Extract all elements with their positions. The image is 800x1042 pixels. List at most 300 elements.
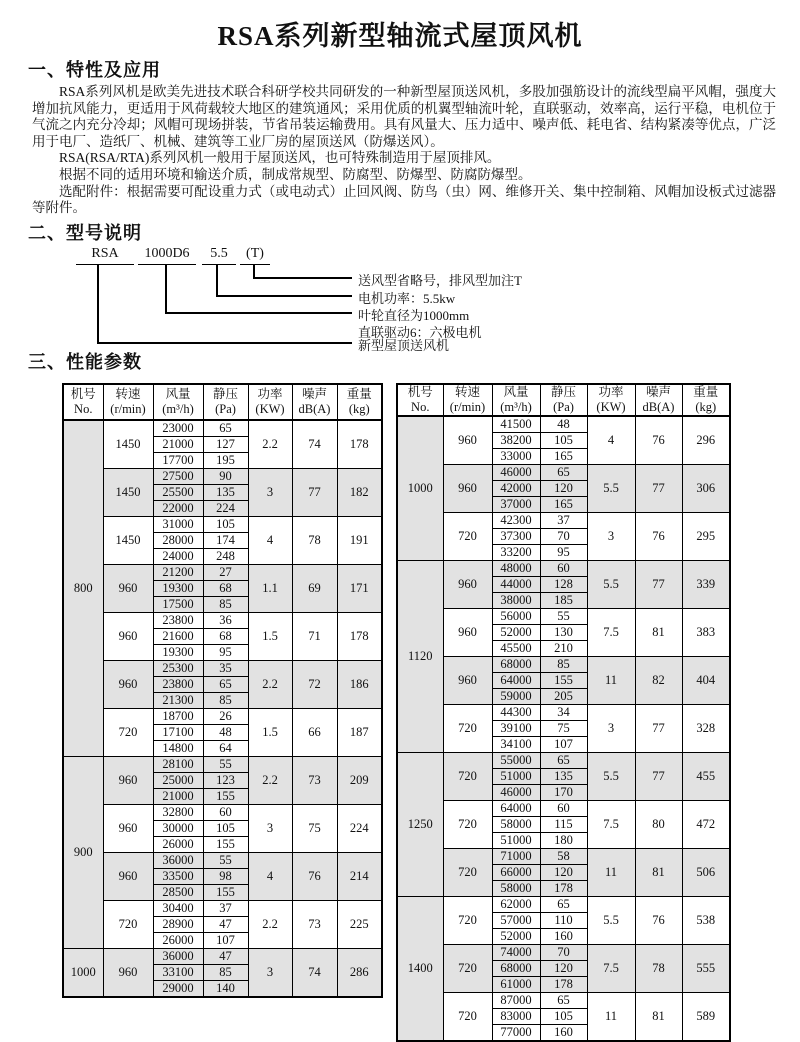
airflow-cell: 17700: [153, 453, 203, 469]
airflow-cell: 56000: [492, 609, 540, 625]
airflow-cell: 17100: [153, 725, 203, 741]
diagram-line: [97, 264, 99, 343]
airflow-cell: 44000: [492, 577, 540, 593]
diagram-line: [253, 277, 352, 279]
page-title: RSA系列新型轴流式屋顶风机: [217, 21, 583, 51]
table-row: [397, 705, 730, 721]
airflow-cell: 55000: [492, 753, 540, 769]
airflow-cell: 33100: [153, 965, 203, 981]
airflow-cell: 39100: [492, 721, 540, 737]
power-cell: 5.5: [587, 561, 635, 609]
weight-cell: 555: [682, 945, 730, 993]
feature-paragraph: 根据不同的适用环境和输送介质，制成常规型、防腐型、防爆型、防腐防爆型。: [59, 166, 532, 182]
column-header: 静压 (Pa): [203, 384, 248, 420]
column-header: 静压 (Pa): [540, 384, 587, 416]
noise-cell: 71: [292, 613, 337, 661]
speed-cell: 1450: [103, 469, 153, 517]
pressure-cell: 85: [203, 965, 248, 981]
noise-cell: 77: [635, 705, 682, 753]
table-row: [63, 805, 382, 821]
power-cell: 2.2: [248, 420, 292, 469]
pressure-cell: 185: [540, 593, 587, 609]
speed-cell: 720: [443, 897, 492, 945]
weight-cell: 186: [337, 661, 382, 709]
airflow-cell: 83000: [492, 1009, 540, 1025]
pressure-cell: 178: [540, 977, 587, 993]
features-paragraphs: [32, 84, 776, 217]
pressure-cell: 210: [540, 641, 587, 657]
power-cell: 1.5: [248, 709, 292, 757]
table-row: [397, 561, 730, 577]
table-row: [63, 420, 382, 437]
weight-cell: 209: [337, 757, 382, 805]
airflow-cell: 26000: [153, 933, 203, 949]
pressure-cell: 68: [203, 629, 248, 645]
table-row: [397, 801, 730, 817]
power-cell: 4: [248, 853, 292, 901]
pressure-cell: 47: [203, 917, 248, 933]
column-header: 转速 (r/min): [443, 384, 492, 416]
column-header: 噪声 dB(A): [292, 384, 337, 420]
power-cell: 4: [248, 517, 292, 565]
airflow-cell: 18700: [153, 709, 203, 725]
pressure-cell: 155: [203, 885, 248, 901]
model-no-cell: 1000: [63, 949, 103, 998]
pressure-cell: 130: [540, 625, 587, 641]
model-no-cell: 1400: [397, 897, 443, 1042]
airflow-cell: 52000: [492, 625, 540, 641]
model-no-cell: 1000: [397, 416, 443, 561]
speed-cell: 720: [103, 709, 153, 757]
airflow-cell: 38000: [492, 593, 540, 609]
power-cell: 2.2: [248, 901, 292, 949]
diagram-line: [165, 264, 167, 312]
speed-cell: 960: [103, 805, 153, 853]
pressure-cell: 120: [540, 481, 587, 497]
performance-table-left: [62, 383, 383, 998]
noise-cell: 78: [635, 945, 682, 993]
pressure-cell: 165: [540, 497, 587, 513]
pressure-cell: 90: [203, 469, 248, 485]
speed-cell: 960: [443, 416, 492, 465]
table-row: [397, 609, 730, 625]
airflow-cell: 28900: [153, 917, 203, 933]
table-row: [63, 901, 382, 917]
airflow-cell: 27500: [153, 469, 203, 485]
airflow-cell: 28500: [153, 885, 203, 901]
airflow-cell: 37300: [492, 529, 540, 545]
pressure-cell: 135: [203, 485, 248, 501]
airflow-cell: 21600: [153, 629, 203, 645]
pressure-cell: 155: [203, 789, 248, 805]
airflow-cell: 33500: [153, 869, 203, 885]
pressure-cell: 48: [203, 725, 248, 741]
pressure-cell: 36: [203, 613, 248, 629]
power-cell: 2.2: [248, 757, 292, 805]
pressure-cell: 98: [203, 869, 248, 885]
pressure-cell: 155: [540, 673, 587, 689]
pressure-cell: 248: [203, 549, 248, 565]
airflow-cell: 30000: [153, 821, 203, 837]
pressure-cell: 35: [203, 661, 248, 677]
speed-cell: 720: [443, 513, 492, 561]
airflow-cell: 23800: [153, 613, 203, 629]
airflow-cell: 21000: [153, 437, 203, 453]
table-row: [397, 657, 730, 673]
power-cell: 5.5: [587, 465, 635, 513]
airflow-cell: 64000: [492, 673, 540, 689]
pressure-cell: 65: [540, 993, 587, 1009]
weight-cell: 182: [337, 469, 382, 517]
airflow-cell: 25500: [153, 485, 203, 501]
weight-cell: 296: [682, 416, 730, 465]
pressure-cell: 26: [203, 709, 248, 725]
airflow-cell: 19300: [153, 645, 203, 661]
pressure-cell: 120: [540, 961, 587, 977]
weight-cell: 506: [682, 849, 730, 897]
airflow-cell: 42300: [492, 513, 540, 529]
pressure-cell: 95: [203, 645, 248, 661]
noise-cell: 81: [635, 609, 682, 657]
airflow-cell: 23800: [153, 677, 203, 693]
noise-cell: 77: [635, 561, 682, 609]
table-row: [397, 465, 730, 481]
speed-cell: 720: [443, 945, 492, 993]
speed-cell: 720: [443, 753, 492, 801]
model-no-cell: 1120: [397, 561, 443, 753]
model-code-label: 新型屋顶送风机: [358, 338, 450, 353]
airflow-cell: 36000: [153, 853, 203, 869]
speed-cell: 960: [103, 613, 153, 661]
pressure-cell: 205: [540, 689, 587, 705]
pressure-cell: 60: [540, 801, 587, 817]
weight-cell: 171: [337, 565, 382, 613]
pressure-cell: 68: [203, 581, 248, 597]
airflow-cell: 51000: [492, 833, 540, 849]
noise-cell: 74: [292, 420, 337, 469]
pressure-cell: 55: [203, 757, 248, 773]
pressure-cell: 180: [540, 833, 587, 849]
noise-cell: 76: [635, 897, 682, 945]
pressure-cell: 34: [540, 705, 587, 721]
model-code-label: 叶轮直径为1000mm: [358, 308, 470, 323]
airflow-cell: 58000: [492, 881, 540, 897]
speed-cell: 960: [443, 465, 492, 513]
pressure-cell: 170: [540, 785, 587, 801]
airflow-cell: 52000: [492, 929, 540, 945]
noise-cell: 73: [292, 901, 337, 949]
pressure-cell: 60: [540, 561, 587, 577]
speed-cell: 960: [443, 561, 492, 609]
pressure-cell: 110: [540, 913, 587, 929]
weight-cell: 295: [682, 513, 730, 561]
noise-cell: 69: [292, 565, 337, 613]
feature-paragraph: RSA(RSA/RTA)系列风机一般用于屋顶送风，也可特殊制造用于屋顶排风。: [59, 150, 501, 166]
airflow-cell: 48000: [492, 561, 540, 577]
pressure-cell: 64: [203, 741, 248, 757]
table-row: [397, 993, 730, 1009]
pressure-cell: 85: [203, 693, 248, 709]
speed-cell: 1450: [103, 517, 153, 565]
airflow-cell: 34100: [492, 737, 540, 753]
airflow-cell: 68000: [492, 961, 540, 977]
pressure-cell: 160: [540, 929, 587, 945]
diagram-line: [253, 264, 255, 277]
pressure-cell: 120: [540, 865, 587, 881]
power-cell: 4: [587, 416, 635, 465]
airflow-cell: 68000: [492, 657, 540, 673]
airflow-cell: 22000: [153, 501, 203, 517]
table-row: [63, 565, 382, 581]
pressure-cell: 165: [540, 449, 587, 465]
power-cell: 3: [248, 949, 292, 998]
power-cell: 3: [248, 805, 292, 853]
diagram-line: [97, 342, 352, 344]
pressure-cell: 70: [540, 529, 587, 545]
airflow-cell: 31000: [153, 517, 203, 533]
airflow-cell: 21000: [153, 789, 203, 805]
weight-cell: 286: [337, 949, 382, 998]
pressure-cell: 107: [540, 737, 587, 753]
noise-cell: 66: [292, 709, 337, 757]
pressure-cell: 65: [203, 677, 248, 693]
pressure-cell: 27: [203, 565, 248, 581]
speed-cell: 720: [443, 849, 492, 897]
pressure-cell: 65: [203, 420, 248, 437]
noise-cell: 82: [635, 657, 682, 705]
airflow-cell: 38200: [492, 433, 540, 449]
power-cell: 2.2: [248, 661, 292, 709]
column-header: 重量 (kg): [337, 384, 382, 420]
column-header: 功率 (KW): [248, 384, 292, 420]
pressure-cell: 75: [540, 721, 587, 737]
noise-cell: 77: [635, 753, 682, 801]
pressure-cell: 105: [203, 821, 248, 837]
model-code-segment: RSA: [76, 246, 134, 265]
weight-cell: 225: [337, 901, 382, 949]
airflow-cell: 28100: [153, 757, 203, 773]
airflow-cell: 46000: [492, 785, 540, 801]
airflow-cell: 33200: [492, 545, 540, 561]
pressure-cell: 95: [540, 545, 587, 561]
model-code-segment: 1000D6: [138, 246, 196, 265]
section-heading-performance: 三、性能参数: [28, 352, 142, 372]
noise-cell: 80: [635, 801, 682, 849]
speed-cell: 720: [443, 801, 492, 849]
airflow-cell: 74000: [492, 945, 540, 961]
pressure-cell: 65: [540, 897, 587, 913]
noise-cell: 76: [292, 853, 337, 901]
model-no-cell: 800: [63, 420, 103, 757]
pressure-cell: 55: [203, 853, 248, 869]
table-row: [63, 469, 382, 485]
model-code-label: 直联驱动6：六极电机: [358, 325, 482, 340]
pressure-cell: 60: [203, 805, 248, 821]
table-row: [397, 849, 730, 865]
section-heading-model: 二、型号说明: [28, 223, 142, 243]
column-header: 功率 (KW): [587, 384, 635, 416]
speed-cell: 720: [443, 993, 492, 1042]
airflow-cell: 64000: [492, 801, 540, 817]
airflow-cell: 32800: [153, 805, 203, 821]
noise-cell: 72: [292, 661, 337, 709]
model-no-cell: 900: [63, 757, 103, 949]
pressure-cell: 37: [540, 513, 587, 529]
airflow-cell: 29000: [153, 981, 203, 998]
airflow-cell: 87000: [492, 993, 540, 1009]
diagram-line: [216, 264, 218, 295]
pressure-cell: 37: [203, 901, 248, 917]
airflow-cell: 26000: [153, 837, 203, 853]
pressure-cell: 160: [540, 1025, 587, 1042]
airflow-cell: 21300: [153, 693, 203, 709]
airflow-cell: 36000: [153, 949, 203, 965]
airflow-cell: 58000: [492, 817, 540, 833]
noise-cell: 78: [292, 517, 337, 565]
column-header: 风量 (m³/h): [153, 384, 203, 420]
table-row: [63, 709, 382, 725]
model-code-label: 送风型省略号，排风型加注T: [358, 273, 522, 288]
airflow-cell: 28000: [153, 533, 203, 549]
pressure-cell: 140: [203, 981, 248, 998]
diagram-line: [216, 295, 352, 297]
power-cell: 11: [587, 849, 635, 897]
model-code-segment: 5.5: [202, 246, 236, 265]
pressure-cell: 135: [540, 769, 587, 785]
pressure-cell: 55: [540, 609, 587, 625]
table-row: [397, 945, 730, 961]
pressure-cell: 65: [540, 465, 587, 481]
power-cell: 3: [587, 513, 635, 561]
noise-cell: 74: [292, 949, 337, 998]
power-cell: 11: [587, 657, 635, 705]
pressure-cell: 65: [540, 753, 587, 769]
pressure-cell: 85: [540, 657, 587, 673]
noise-cell: 77: [292, 469, 337, 517]
noise-cell: 81: [635, 993, 682, 1042]
pressure-cell: 128: [540, 577, 587, 593]
pressure-cell: 48: [540, 416, 587, 433]
airflow-cell: 44300: [492, 705, 540, 721]
power-cell: 1.5: [248, 613, 292, 661]
airflow-cell: 42000: [492, 481, 540, 497]
speed-cell: 960: [443, 657, 492, 705]
pressure-cell: 178: [540, 881, 587, 897]
model-no-cell: 1250: [397, 753, 443, 897]
weight-cell: 339: [682, 561, 730, 609]
power-cell: 3: [587, 705, 635, 753]
table-row: [397, 416, 730, 433]
weight-cell: 472: [682, 801, 730, 849]
airflow-cell: 45500: [492, 641, 540, 657]
weight-cell: 383: [682, 609, 730, 657]
noise-cell: 73: [292, 757, 337, 805]
pressure-cell: 85: [203, 597, 248, 613]
pressure-cell: 224: [203, 501, 248, 517]
pressure-cell: 105: [203, 517, 248, 533]
airflow-cell: 37000: [492, 497, 540, 513]
noise-cell: 77: [635, 465, 682, 513]
noise-cell: 75: [292, 805, 337, 853]
airflow-cell: 46000: [492, 465, 540, 481]
power-cell: 3: [248, 469, 292, 517]
speed-cell: 960: [443, 609, 492, 657]
table-row: [63, 757, 382, 773]
table-row: [397, 513, 730, 529]
column-header: 噪声 dB(A): [635, 384, 682, 416]
power-cell: 1.1: [248, 565, 292, 613]
airflow-cell: 33000: [492, 449, 540, 465]
table-row: [397, 753, 730, 769]
table-row: [63, 661, 382, 677]
pressure-cell: 105: [540, 433, 587, 449]
airflow-cell: 62000: [492, 897, 540, 913]
airflow-cell: 66000: [492, 865, 540, 881]
pressure-cell: 105: [540, 1009, 587, 1025]
feature-paragraph: 选配附件：根据需要可配设重力式（或电动式）止回风阀、防鸟（虫）网、维修开关、集中控制箱、风帽加设板式过滤器等附件。: [32, 183, 776, 216]
model-code-label: 电机功率：5.5kw: [358, 291, 456, 306]
power-cell: 11: [587, 993, 635, 1042]
speed-cell: 960: [103, 853, 153, 901]
weight-cell: 178: [337, 420, 382, 469]
column-header: 风量 (m³/h): [492, 384, 540, 416]
speed-cell: 960: [103, 949, 153, 998]
airflow-cell: 59000: [492, 689, 540, 705]
airflow-cell: 30400: [153, 901, 203, 917]
pressure-cell: 58: [540, 849, 587, 865]
speed-cell: 960: [103, 565, 153, 613]
airflow-cell: 14800: [153, 741, 203, 757]
weight-cell: 191: [337, 517, 382, 565]
speed-cell: 720: [443, 705, 492, 753]
model-code-segment: (T): [240, 246, 270, 265]
table-row: [63, 949, 382, 965]
noise-cell: 76: [635, 416, 682, 465]
speed-cell: 720: [103, 901, 153, 949]
airflow-cell: 25300: [153, 661, 203, 677]
pressure-cell: 155: [203, 837, 248, 853]
pressure-cell: 47: [203, 949, 248, 965]
table-row: [63, 613, 382, 629]
table-row: [397, 897, 730, 913]
pressure-cell: 70: [540, 945, 587, 961]
weight-cell: 178: [337, 613, 382, 661]
feature-paragraph: RSA系列风机是欧美先进技术联合科研学校共同研发的一种新型屋顶送风机，多股加强筋设计的流线型扁平风帽，强度大增加抗风能力，更适用于风荷载较大地区的建筑通风；采用优质的机翼型轴流叶轮，直联驱动，效率高，运行平稳，电机位于气流之内充分冷却；风帽可现场拼装，节省吊装运输费用。具有风量大、压力适中、噪声低、耗电省、结构紧凑等优点，广泛用于电厂、造纸厂、机械、建筑等工业厂房的屋顶送风（防爆送风）。: [32, 84, 776, 149]
weight-cell: 328: [682, 705, 730, 753]
section-heading-features: 一、特性及应用: [28, 60, 161, 80]
weight-cell: 187: [337, 709, 382, 757]
power-cell: 7.5: [587, 609, 635, 657]
airflow-cell: 17500: [153, 597, 203, 613]
power-cell: 5.5: [587, 897, 635, 945]
column-header: 重量 (kg): [682, 384, 730, 416]
pressure-cell: 107: [203, 933, 248, 949]
weight-cell: 224: [337, 805, 382, 853]
airflow-cell: 21200: [153, 565, 203, 581]
pressure-cell: 127: [203, 437, 248, 453]
pressure-cell: 115: [540, 817, 587, 833]
power-cell: 7.5: [587, 945, 635, 993]
weight-cell: 455: [682, 753, 730, 801]
noise-cell: 76: [635, 513, 682, 561]
noise-cell: 81: [635, 849, 682, 897]
table-row: [63, 517, 382, 533]
pressure-cell: 123: [203, 773, 248, 789]
column-header: 转速 (r/min): [103, 384, 153, 420]
airflow-cell: 24000: [153, 549, 203, 565]
airflow-cell: 61000: [492, 977, 540, 993]
speed-cell: 1450: [103, 420, 153, 469]
